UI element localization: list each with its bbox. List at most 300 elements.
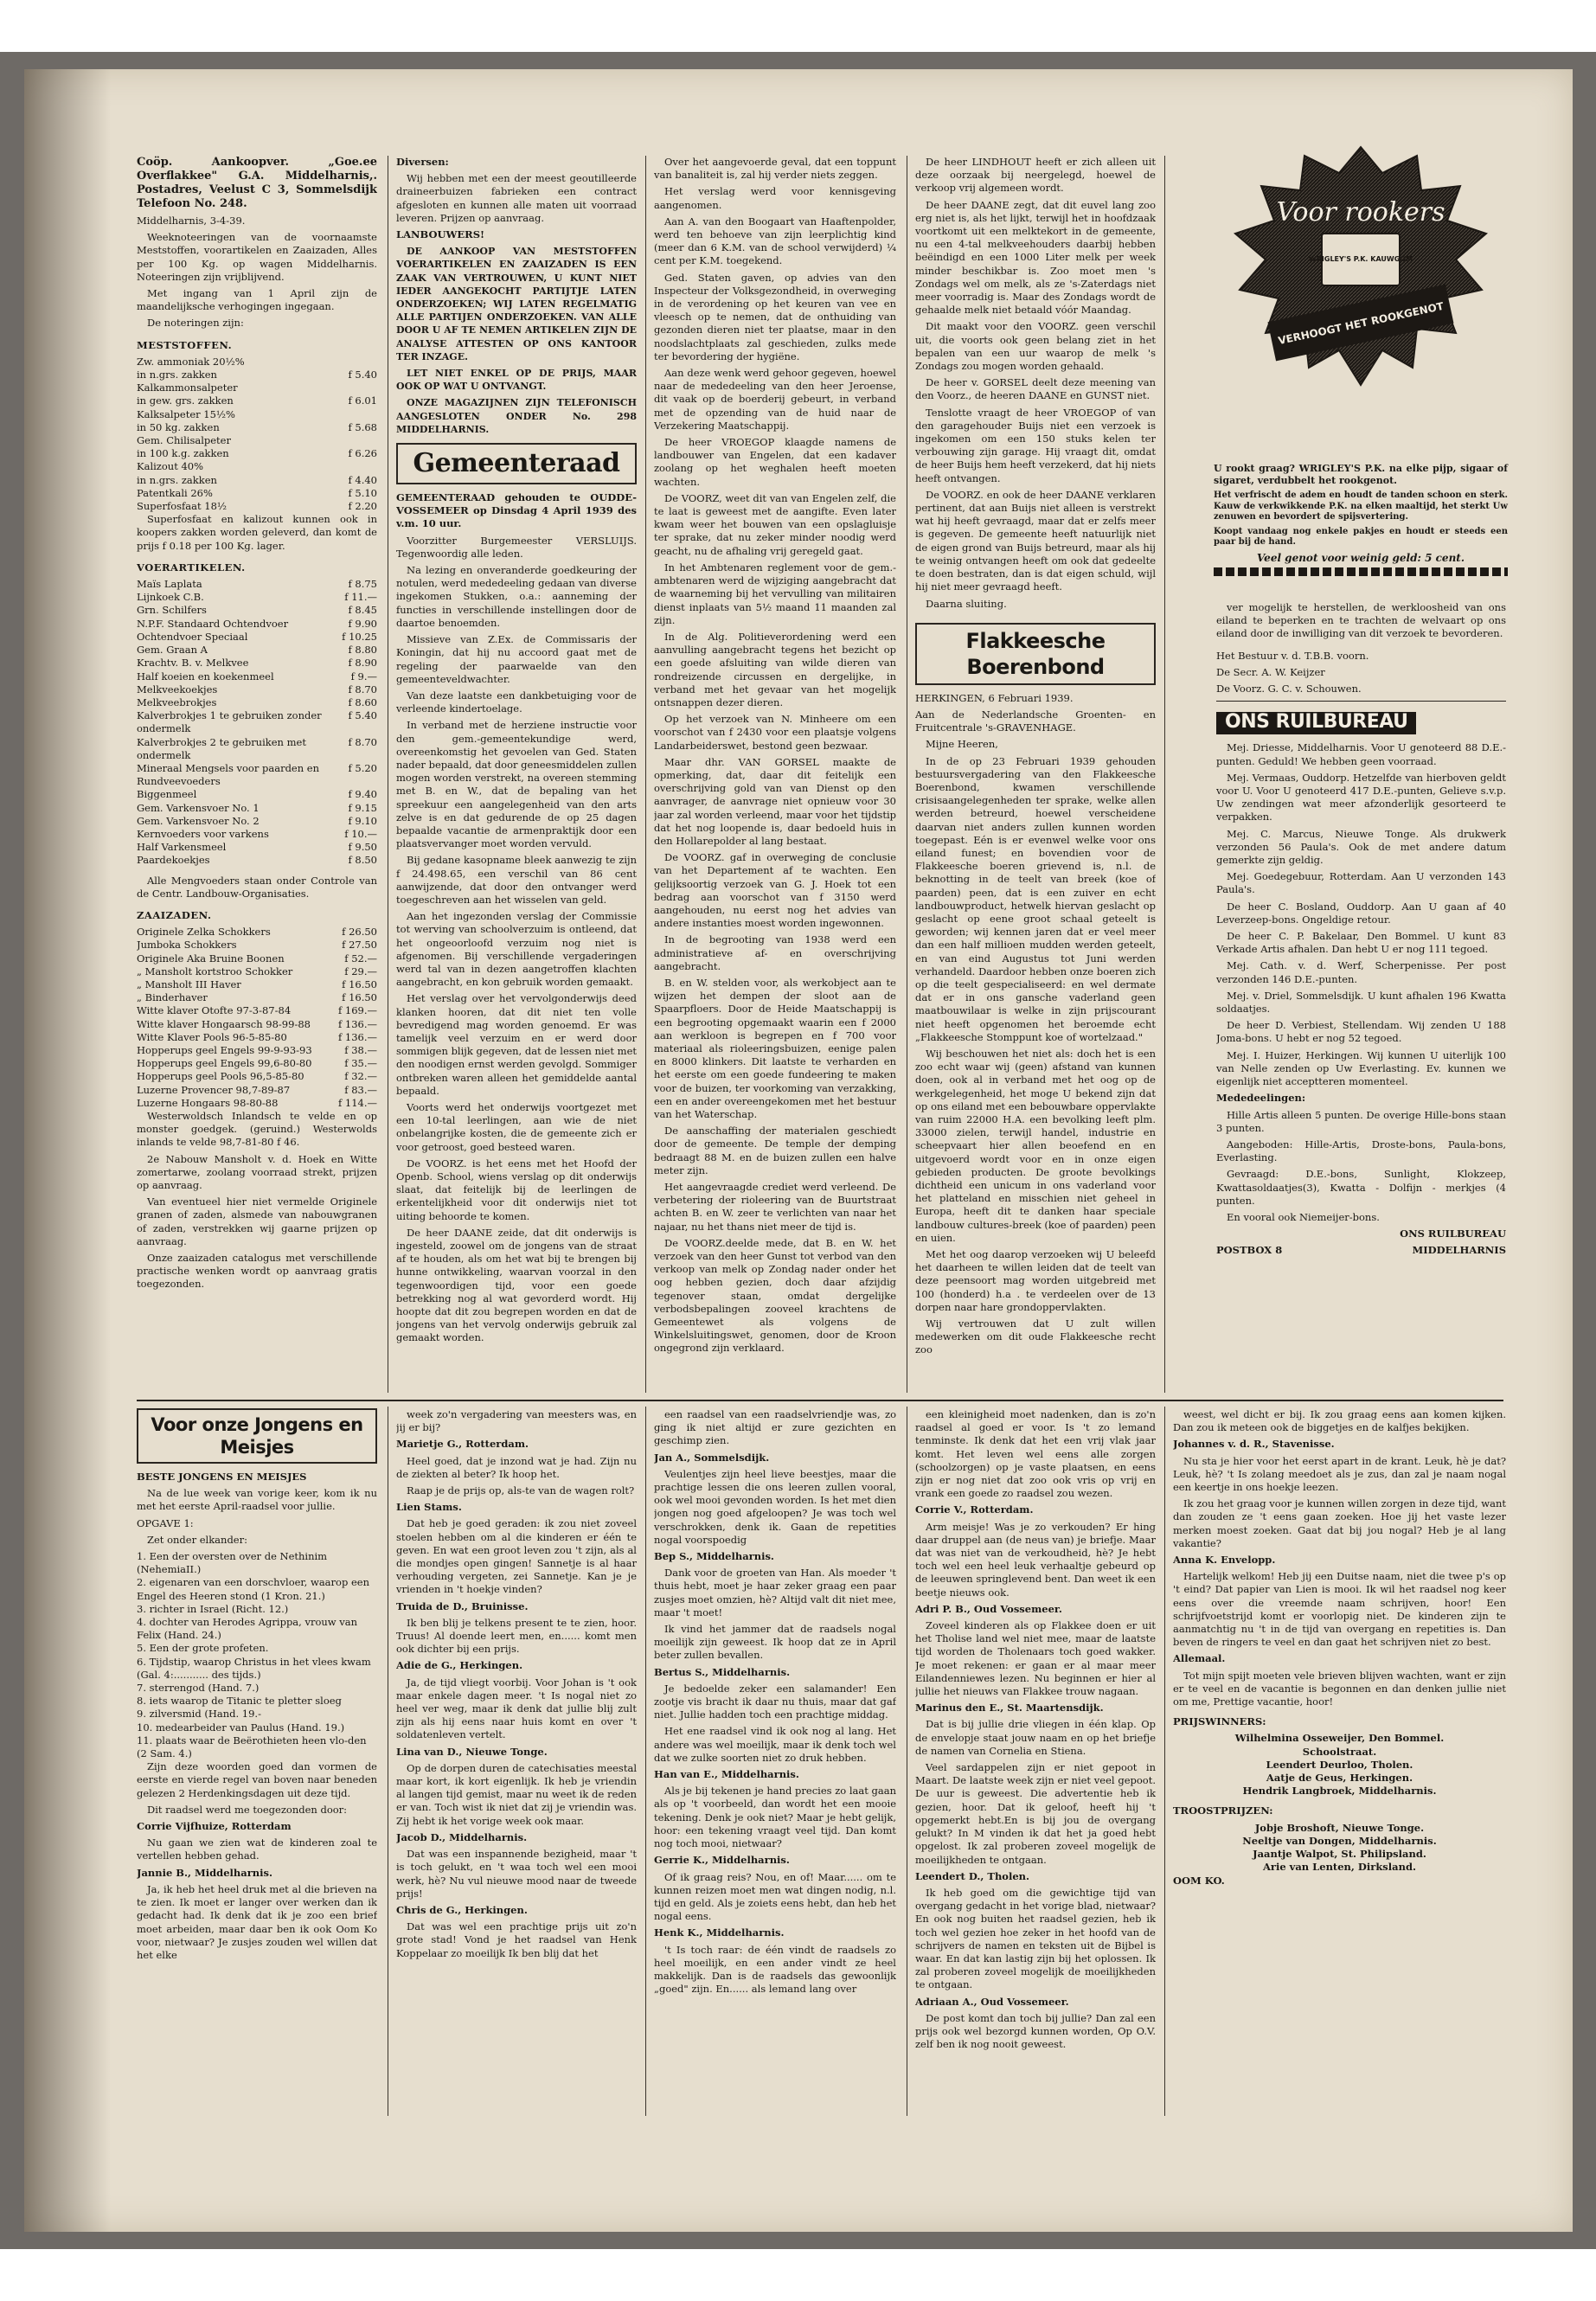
wrigleys-advertisement [1218,138,1503,450]
zaaizaden-title: ZAAIZADEN. [137,908,212,921]
b5-t1: Nu sta je hier voor het eerst apart in de krant. Leuk, hè je dat? Leuk, hè? 't Is zolang meedoet als je zus, dan zal je naam nogal een keertje in ons hoekje leezen. [1173,1454,1506,1494]
b5-t3: Tot mijn spijt moeten vele brieven blijven wachten, want er zijn er te veel en de vacantie is begonnen en dan denken jullie niet om me, Prettige vacantie, hoor! [1173,1669,1506,1708]
b2-t3: Ik ben blij je telkens present te te zien, hoor. Truus! Al doende leert men, en...... komt men ook dichter bij een prijs. [396,1616,637,1656]
gem-cont-p2: Het verslag werd voor kennisgeving aangenomen. [654,185,896,211]
gemeenteraad-p6: Bij gedane kasopname bleek aanwezig te zijn f 24.498.65, een verschil van 86 cent aanwijzende, dat door den ontvanger werd toegeschreven aan het wisselen van geld. [396,854,637,906]
coop-date: Middelharnis, 3-4-39. [137,215,246,227]
prijswinner: Hendrik Langbroek, Middelharnis. [1242,1785,1437,1798]
prijswinner: Aatje de Geus, Herkingen. [1266,1772,1413,1785]
voerartikel-price: f 8.45 [348,604,377,617]
b4-t5: De post komt dan toch bij jullie? Dan zal een prijs ook wel bezorgd kunnen worden, Op O.V. zelf ben ik nog nooit geweest. [915,2011,1156,2051]
gem-cont-p12: De VOORZ. gaf in overweging de conclusie van het Departement af te wachten. Een gelijksoortig verzoek van G. J. Hoek tot een bedrag aan voorschot van f 3150 werd aangehouden, nu eerst nog het advies van andere instanties moest worden ingewonnen. [654,851,896,930]
b2-h1: Marietje G., Rotterdam. [396,1438,529,1451]
meststof-row [137,500,377,513]
zaaizaad-name: Hopperups geel Pools 96,5-85-80 [137,1070,304,1083]
b4-t4: Ik heb goed om die gewichtige tijd van overgang gedacht in het vorige blad, nietwaar? En ook nog buiten het raadsel gezien, heb ik toch wel gezien hoe zeker in het hoofd van de schrijvers de namen en teksten uit de Bijbel is waar. En dat kan lastig zijn bij het oplossen. Ik zal proberen zoveel mogelijk de moeilijkheden te ontgaan. [915,1886,1156,1991]
boerenbond-headline: Flakkeesche Boerenbond [965,628,1106,679]
zaaizaad-row [137,939,377,952]
opgave-item: 10. medearbeider van Paulus (Hand. 19.) [137,1721,345,1734]
voerartikel-row [137,657,377,670]
caps-notice-2: LET NIET ENKEL OP DE PRIJS, MAAR OOK OP WAT U ONTVANGT. [396,368,637,393]
voerartikelen-list [137,578,377,867]
gem-cont-p9: In de Alg. Politieverordening werd een aanvulling aangebracht tegens het bezicht op een goede afsluiting van wilde dieren van rondreizende circussen en dergelijke, in verband met het gevaar van het mogelijk ontsnappen dezer dieren. [654,630,896,708]
diversen-title: Diversen: [396,156,449,168]
b4-t3b: Veel sardappelen zijn er niet gepoot in Maart. De laatste week zijn er niet veel gepoot. De uur is geweest. Die advertentie heb ik gezien, hoor. Dat ik geloof, heeft hij 't opgemerkt hebt.En is bij jou de overgang gelukt? In M vinden ik dat het ja goed hebt opgelost. Ik zal proberen zoveel mogelijk de moeilijkheden te ontgaan. [915,1761,1156,1866]
prijswinner: Wilhelmina Osseweijer, Den Bommel. [1234,1732,1445,1745]
ad-banner-text: VERHOOGT HET ROOKGENOT [1277,299,1445,348]
zaaizaad-name: Luzerne Provencer 98,7-89-87 [137,1083,291,1096]
b3-h6: Henk K., Middelharnis. [654,1926,785,1939]
meststof-row [137,421,377,434]
gemeenteraad-p11: De heer DAANE zeide, dat dit onderwijs is ingesteld, zoowel om de jongens van de straat af te houden, als om het wat bij te brengen bij hunne ontwikkeling, waarvan voorzal in den tegenwoordigen tijd, voor een goede betrekking nog al wat gevorderd wordt. Hij hoopte dat dit zou begrepen worden en dat de jongens van het vervolg onderwijs gebruik zal gemaakt worden. [396,1226,637,1344]
voerartikel-price: f 8.70 [348,735,377,748]
meststof-price: f 2.20 [348,500,377,513]
meststof-row [137,434,377,447]
gem-cont-p8: In het Ambtenaren reglement voor de gem.-ambtenaren werd de wijziging aangebracht dat de waarneming bij het vervulling van militairen dienst inplaats van 5½ maand 11 maanden zal zijn. [654,561,896,626]
coop-intro-3: De noteringen zijn: [147,317,244,330]
gem-cont-p13: In de begrooting van 1938 werd een administratieve af- en overschrijving aangebracht. [654,933,896,972]
voerartikel-name: Grn. Schilfers [137,604,207,617]
zaaizaad-name: Hopperups geel Engels 99,6-80-80 [137,1057,312,1070]
b3-h4: Han van E., Middelharnis. [654,1768,799,1781]
bottom-column-3 [654,1408,896,2118]
voerartikel-price: f 8.75 [348,578,377,591]
bestuur-signature-1: Het Bestuur v. d. T.B.B. voorn. [1216,649,1369,662]
zaaizaad-price: f 16.50 [342,977,377,990]
b2-t5: Op de dorpen duren de catechisaties meestal maar kort, ik kort eigenlijk. Ik heb je vriendin al langen tijd gemist, maar nu weet ik de reden er van. Toch wist ik niet dat zij je vriendin was. Zij hebt ik het vorige week ook maar. [396,1761,637,1827]
meststof-price: f 5.40 [348,369,377,381]
b2-t1: Heel goed, dat je inzond wat je had. Zijn nu de ziekten al beter? Ik hoop het. [396,1454,637,1480]
gem-end-p5: Tenslotte vraagt de heer VROEGOP of van den garagehouder Buijs niet een verzoek is ingekomen om een 150 stuks kelen ter verbouwing zijn garage. Hij vraagt dit, omdat de heer Buijs hem heeft verzekerd, dat hij niets heeft ontvangen. [915,406,1156,484]
voerartikel-row [137,854,377,867]
zaaizaad-price: f 27.50 [342,939,377,952]
ad-border-pattern [1214,567,1508,576]
meststof-row [137,381,377,394]
boerenbond-p1: In de op 23 Februari 1939 gehouden bestuursvergadering van den Flakkeesche Boerenbond, kwamen verschillende crisisaangelegenheden ter sprake, welke allen werden betreurd, hoewel verscheidene daarvan niet anders zullen kunnen worden toegepast. Eén is er evenwel welke voor ons eiland funest; en bovendien voor de Flakkeesche boeren grievend is, n.l. de beknotting in de teelt van breek (koe of paarden) peen, dat is een zuiver en echt landbouwproduct, hetwelk hiervan geslacht op geslacht op eene groot schaal geteelt is geworden; wij kennen jaren dat er veel meer dan een half millioen mudden werden geteelt, en van eind Augustus tot Juni werden verhandeld. Daardoor hebben onze boeren zich op die teelt gespecialiseerd: en wel dermate dat er in ons gansche vaderland geen maatbouwilaar is welke in zijn prijscourant niet heeft opgenomen het beroemde echt „Flakkeesche Stomppunt koe of wortelzaad." [915,754,1156,1043]
jm-p5: Ja, ik heb het heel druk met al die brieven na te zien. Ik moet er langer over werken dan ik gedacht had. Ik denk dat ik je zoo een brief moet arbeiden, maar daar ben ik ook Oom Ko voor, nietwaar? Je zusjes zouden wel willen dat het elke [137,1882,377,1961]
b4-t3: Dat is bij jullie drie vliegen in één klap. Op de envelopje staat jouw naam en op het briefje de namen van Cornelia en Stiena. [915,1718,1156,1757]
zaaizaad-row [137,1018,377,1031]
voerartikel-price: f 10.— [344,827,377,840]
gemeenteraad-p8: Het verslag over het vervolgonderwijs deed klanken hooren, dat dit niet ten volle bevredigend mag worden genoemd. Er was tamelijk veel verzuim en er werd door sommigen blijk gegeven, dat de lessen niet met den noodigen ernst werden gevolgd. Sommiger ontbreken waren alleen het gemiddelde aantal bepaald. [396,992,637,1097]
voerartikel-price: f 8.60 [348,695,377,708]
gemeenteraad-p7: Aan het ingezonden verslag der Commissie tot werving van schoolverzuim is ontleend, dat het ongeoorloofd verzuim nog niet is afgenomen. Bij verschillende vergaderingen werd tal van in dezen aangetroffen klachten aangebracht, en kon gebruik worden gemaakt. [396,910,637,989]
zaaizaad-name: „ Mansholt kortstroo Schokker [137,965,293,977]
voerartikel-name: Maïs Laplata [137,578,202,591]
meststof-row [137,394,377,407]
voerartikel-price: f 9.15 [348,801,377,814]
oom-ko-signature: OOM KO. [1173,1874,1225,1887]
b3-p0: een raadsel van een raadselvriendje was, zo ging ik niet altijd er zure gezichten en geschimp zien. [654,1408,896,1447]
voerartikel-price: f 11.— [344,591,377,604]
caps-notice: DE AANKOOP VAN MESTSTOFFEN VOERARTIKELEN EN ZAAIZADEN IS EEN ZAAK VAN VERTROUWEN, U KUNT NIET IEDER AANGEKOCHT PARTIJTJE LATEN ONDERZOEKEN; WIJ LATEN REGELMATIG ALLE PARTIJEN ONDERZOEKEN. VAN ALLE DOOR U AF TE NEMEN ARTIKELEN ZIJN DE ANALYSE ATTESTEN OP ONS KANTOOR TER INZAGE. [396,246,637,362]
b2-h7: Chris de G., Herkingen. [396,1903,528,1916]
meststof-row [137,356,377,369]
bottom-column-5 [1173,1408,1506,2118]
ruil-entry-9: De heer D. Verbiest, Stellendam. Wij zenden U 188 Joma-bons. U hebt er nog 52 tegoed. [1216,1019,1506,1045]
gemeenteraad-p2: Na lezing en onveranderde goedkeuring der notulen, werd mededeeling gedaan van diverse ingekomen Stukken, o.a.: aanneming der functies in verschillende instellingen door de daartoe benoemden. [396,564,637,629]
voerartikel-row [137,802,377,815]
meststof-name: Kalkammonsalpeter [137,381,238,394]
b4-h2: Adri P. B., Oud Vossemeer. [915,1602,1062,1615]
b2-t6: Dat was een inspannende bezigheid, maar 't is toch gelukt, en 't waa toch wel een mooi werk, hè? Nu vul nieuwe mood naar de tweede prijs! [396,1848,637,1900]
b3-t2: Dank voor de groeten van Han. Als moeder 't thuis hebt, moet je haar zeker graag een paar zusjes moet omzien, hè? Altijd valt dit niet mee, maar 't moet! [654,1567,896,1618]
meststof-name: in 50 kg. zakken [137,420,220,433]
voerartikel-row [137,736,377,762]
jongens-meisjes-headline-box [137,1408,377,1464]
zaaizaad-price: f 114.— [337,1096,377,1109]
voerartikel-name: N.P.F. Standaard Ochtendvoer [137,617,289,630]
section-divider [137,1400,1503,1401]
opgave-item: 11. plaats waar de Beërothieten heen vlo-den (2 Sam. 4.) [137,1734,367,1760]
gem-end-p6: De VOORZ. en ook de heer DAANE verklaren pertinent, dat aan Buijs niet alleen is verstrekt wat hij heeft gevraagd, maar dat er zelfs meer is gegeven. De gemeente heeft natuurlijk niet de eigen grond van Buijs betreurd, maar als hij te weinig ontvangen heeft om ook dat gedeelte te doen bestraten, dan is dat eigen schuld, wijl hij niet meer gevraagd heeft. [915,488,1156,593]
boerenbond-salute: Mijne Heeren, [926,738,998,751]
meststoffen-note: Superfosfaat en kalizout kunnen ook in koopers zakken worden geleverd, dan komt de prijs f 0.18 per 100 Kg. lager. [137,513,377,552]
ruil-entry-14: Gevraagd: D.E.-bons, Sunlight, Klokzeep, Kwattasoldaatjes(3), Kwatta - Dolfijn - merkjes (4 punten. [1216,1168,1506,1207]
voerartikel-name: Biggenmeel [137,788,197,801]
ruil-entry-6: De heer C. P. Bakelaar, Den Bommel. U kunt 83 Verkade Artis afhalen. Dan hebt U er nog 111 tegoed. [1216,930,1506,956]
ad-headline: Voor rookers [1276,197,1445,228]
gemeenteraad-p3: Missieve van Z.Ex. de Commissaris der Koningin, dat hij nu accoord gaat met de regeling der paarwaelde van den gemeenteveldwachter. [396,633,637,685]
opgave-item: 2. eigenaren van een dorschvloer, waarop een Engel des Heeren stond (1 Kron. 21.) [137,1576,369,1602]
prijswinners-title: PRIJSWINNERS: [1173,1715,1266,1728]
gemeenteraad-subtitle: GEMEENTERAAD gehouden te OUDDE-VOSSEMEER op Dinsdag 4 April 1939 des v.m. 10 uur. [396,491,637,530]
voerartikel-row [137,696,377,709]
voerartikel-name: Melkveebrokjes [137,695,217,708]
troostprijs-winner: Jaantje Walpot, St. Philipsland. [1253,1848,1426,1861]
gem-end-p7: Daarna sluiting. [926,597,1007,610]
voerartikelen-note: Alle Mengvoeders staan onder Controle van de Centr. Landbouw-Organisaties. [137,874,377,900]
voerartikel-row [137,618,377,631]
wrigleys-ad-graphic [1218,138,1503,450]
jm-subtitle: BESTE JONGENS EN MEISJES [137,1471,307,1483]
ruil-mededelingen: Mededeelingen: [1216,1092,1306,1105]
meststof-row [137,447,377,460]
opgave-item: 5. Een der grote profeten. [137,1642,269,1655]
b3-h1: Jan A., Sommelsdijk. [654,1451,770,1464]
voerartikel-row [137,828,377,841]
meststof-name: Kalksalpeter 15½% [137,407,235,420]
voerartikel-row [137,683,377,696]
b4-p0: een kleinigheid moet nadenken, dan is zo'n raadsel al goed er voor. Is 't zo lemand tenminste. Ik denk dat het een vrij vlak jaar komt. Het leven wel eens alle zorgen (schoolzorgen) op je vaste plaatsen, en eens zijn er nog niet dat zoo ook vris op vrij en vrank een goede zo raadsel zou wezen. [915,1408,1156,1500]
divider [1216,701,1506,702]
b3-t4: Als je bij tekenen je hand precies zo laat gaan als op 't voorbeeld, dan wordt het een mooie tekening. Denk je ook niet? Maar je hebt gelijk, hoor: een tekening vraagt veel tijd. Dan komt nog toch mooi, nietwaar? [654,1785,896,1850]
voerartikel-price: f 9.40 [348,788,377,801]
zaaizaad-row [137,1031,377,1044]
gem-cont-p5: Aan deze wenk werd gehoor gegeven, hoewel naar de mededeeling van den heer Jeroense, dit vaak op de boerderij gebeurt, in verband met de opzending van de huid naar de Verzekering Maatschappij. [654,367,896,432]
b2-t2: Dat heb je goed geraden: ik zou niet zoveel stoelen hebben om al die kinderen er één te geven. En wat een groot leven zou 't zijn, als al die mondjes open gingen! Sannetje is al haar verhouding vergeten, zei Sannetje. Kan je je vrienden in 't hoekje vinden? [396,1517,637,1596]
jm-p3b: Corrie Vijfhuize, Rotterdam [137,1820,292,1833]
jm-p5-heading: Jannie B., Middelharnis. [137,1866,272,1879]
zaaizaad-row [137,1084,377,1097]
gemeenteraad-p10: De VOORZ. is het eens met het Hoofd der Openb. School, wiens verslag op dit onderwijs slaat, dat feitelijk bij de leerlingen de erkentelijkheid voor dit onderwijs niet tot uiting behoorde te komen. [396,1157,637,1222]
gem-cont-p17: De VOORZ.deelde mede, dat B. en W. het verzoek van den heer Gunst tot verbod van den verkoop van melk op Zondag nader onder het oog hebben gezien, doch daar afzijdig tegenover staan, omdat dergelijke verbodsbepalingen zooveel krachtens de Gemeentewet als volgens de Winkelsluitingswet, genomen, door de Kroon ongegrond zijn verklaard. [654,1236,896,1355]
b5-h2: Anna K. Envelopp. [1173,1554,1276,1567]
b3-h5: Gerrie K., Middelharnis. [654,1854,790,1867]
meststof-price: f 5.68 [348,420,377,433]
wrigleys-ad-copy [1214,463,1508,576]
voerartikel-row [137,709,377,735]
gem-end-p1: De heer LINDHOUT heeft er zich alleen uit deze oorzaak bij neergelegd, hoewel de verkoop vrij algemeen wordt. [915,156,1156,195]
voerartikel-price: f 9.10 [348,814,377,827]
opgave-item: 7. sterrengod (Hand. 7.) [137,1682,260,1695]
b3-t3b: Het ene raadsel vind ik ook nog al lang. Het andere was wel moeilijk, maar ik denk toch wel dat we zulke soorten niet zo druk hebben. [654,1725,896,1764]
zaaizaad-price: f 136.— [337,1017,377,1030]
zaaizaad-row [137,1044,377,1057]
voerartikelen-title: VOERARTIKELEN. [137,561,246,574]
gemeenteraad-p5: In verband met de herziene instructie voor den gem.-gemeentekundige werd, overeenkomstig het gevoelen van Ged. Staten nader bepaald, dat door geneesmiddelen zullen mogen worden verstrekt, na overeen stemming met B. en W., dat de bepaling van het spreekuur een aangelegenheid van den arts zelve is en dat gedurende de op 25 dagen bepaalde vacantie de armenpraktijk door een plaatsvervanger moet worden vervuld. [396,719,637,850]
jm-p4: Nu gaan we zien wat de kinderen zoal te vertellen hebben gehad. [137,1836,377,1862]
fold-shadow [24,69,111,2232]
voerartikel-price: f 8.90 [348,657,377,670]
troostprijs-winner: Jobje Broshoft, Nieuwe Tonge. [1254,1821,1425,1834]
opgave-item: 4. dochter van Herodes Agrippa, vrouw van Felix (Hand. 24.) [137,1616,358,1642]
b2-h2: Lien Stams. [396,1501,462,1514]
b3-t3: Je bedoelde zeker een salamander! Een zootje vis bracht ik daar nu thuis, maar dat gaf niet. Jullie hadden toch een prachtige middag. [654,1682,896,1721]
prijswinner: Schoolstraat. [1302,1745,1377,1758]
newspaper-page [24,69,1573,2232]
voerartikel-price: f 8.50 [348,854,377,867]
b4-h4: Leendert D., Tholen. [915,1869,1030,1882]
jm-p2: Zijn deze woorden goed dan vormen de eerste en vierde regel van boven naar beneden gelezen 2 Herdenkingsdagen uit deze tijd. [137,1760,377,1799]
ruil-place: MIDDELHARNIS [1412,1244,1506,1257]
zaaizaden-note-3: Van eventueel hier niet vermelde Originele granen of zaden, alsmede van nabouwgranen of zaden, verstrekken wij gaarne prijzen op aanvraag. [137,1195,377,1247]
ruil-entry-8: Mej. v. Driel, Sommelsdijk. U kunt afhalen 196 Kwatta soldaatjes. [1216,989,1506,1016]
diversen-text: Wij hebben met een der meest geoutilleerde draineerbuizen fabrieken een contract afgesloten en kunnen alle maten uit voorraad leveren. Prijzen op aanvraag. [396,172,637,224]
boerenbond-p3: Met het oog daarop verzoeken wij U beleefd het daarheen te willen leiden dat de teelt van deze peensoort mag worden uitgebreid met 100 (honderd) h.a . te verdeelen over de 13 dorpen naar hare grondoppervlakten. [915,1248,1156,1313]
boerenbond-close: ver mogelijk te herstellen, de werkloosheid van ons eiland te beperken en te trachten de welvaart op ons eiland door de inwilliging van dit verzoek te bevorderen. [1216,601,1506,640]
boerenbond-address: Aan de Nederlandsche Groenten- en Fruitcentrale 's-GRAVENHAGE. [915,708,1156,734]
troostprijzen-list [1173,1822,1506,1875]
b2-t1b: Raap je de prijs op, als-te van de wagen rolt? [407,1484,635,1497]
jm-p3: Dit raadsel werd me toegezonden door: [147,1803,348,1816]
zaaizaad-name: „ Binderhaver [137,991,208,1004]
ruil-entry-13: Aangeboden: Hille-Artis, Droste-bons, Paula-bons, Everlasting. [1216,1138,1506,1164]
voerartikel-name: Kernvoeders voor varkens [137,827,269,840]
opgave-item: 3. richter in Israel (Richt. 12.) [137,1602,289,1615]
voerartikel-price: f 5.20 [348,761,377,774]
voerartikel-name: Mineraal Mengsels voor paarden en Rundveevoeders [137,761,320,788]
zaaizaad-name: „ Mansholt III Haver [137,977,241,990]
b5-h3: Allemaal. [1173,1652,1226,1665]
coop-intro: Weeknoteeringen van de voornaamste Meststoffen, voorartikelen en Zaaizaden, Alles per 100 Kg. op wagen Middelharnis. Noteeringen zijn vrijblijvend. [137,231,377,283]
b5-t1b: Ik zou het graag voor je kunnen willen zorgen in deze tijd, want dan zouden ze 't eens gaan zoeken. Hoe jij het vaste lezer merken moest zoeken. Gaat dat bij jou nogal? Heb je al lang vakantie? [1173,1497,1506,1549]
voerartikel-row [137,604,377,617]
meststof-name: Kalizout 40% [137,460,204,473]
zaaizaad-row [137,1097,377,1110]
zaaizaad-price: f 52.— [344,952,377,965]
troostprijzen-title: TROOSTPRIJZEN: [1173,1804,1273,1817]
b2-h4: Adie de G., Herkingen. [396,1659,523,1672]
zaaizaad-row [137,991,377,1004]
b5-h1: Johannes v. d. R., Stavenisse. [1173,1438,1335,1451]
ruil-postbox: POSTBOX 8 [1216,1244,1283,1257]
voerartikel-name: Half Varkensmeel [137,841,227,854]
b2-t7: Dat was wel een prachtige prijs uit zo'n grote stad! Vond je het raadsel van Henk Koppelaar zo moeilijk Ik ben blij dat het [396,1920,637,1959]
zaaizaad-row [137,1057,377,1070]
gem-end-p2: De heer DAANE zegt, dat dit euvel lang zoo erg niet is, als het lijkt, terwijl het in hoofdzaak voortkomt uit een melktekort in de gemeente, nu een 4-tal melkveehouders daarbij hebben beëindigd en een 1000 Liter melk per week minder beschikbar is. Zoo moet men 's Zondags wel om melk, als ze 's-Zaterdags niet meer voorradig is. Maar des Zondags wordt de gehaalde melk niet betaald vóór Maandag. [915,198,1156,317]
voerartikel-name: Krachtv. B. v. Melkvee [137,657,249,670]
prijswinners-list [1173,1732,1506,1798]
gemeenteraad-headline-box [396,443,637,484]
b2-h5: Lina van D., Nieuwe Tonge. [396,1745,548,1758]
zaaizaad-row [137,926,377,939]
gem-cont-p3: Aan A. van den Boogaart van Haaftenpolder, werd ten behoeve van zijn leerplichtig kind (meer dan 6 K.M. van de school verwijderd) ¼ cent per K.M. toegekend. [654,215,896,267]
voerartikel-name: Ochtendvoer Speciaal [137,630,248,643]
jm-opgave: OPGAVE 1: [137,1516,194,1529]
meststoffen-title: MESTSTOFFEN. [137,338,233,351]
ruil-footer-name: ONS RUILBUREAU [1400,1227,1506,1240]
zaaizaad-row [137,952,377,965]
ad-text-1: U rookt graag? WRIGLEY'S P.K. na elke pijp, sigaar of sigaret, verdubbelt het rookgenot. [1214,463,1508,486]
voerartikel-row [137,762,377,788]
meststof-name: Superfosfaat 18½ [137,500,228,513]
meststof-row [137,487,377,500]
ruil-entry-7: Mej. Cath. v. d. Werf, Scherpenisse. Per post verzonden 146 D.E.-punten. [1216,959,1506,985]
b3-t5: Of ik graag reis? Nou, en of! Maar...... om te kunnen reizen moet men wat dingen nodig, n.l. tijd en geld. Als je zoiets eens hebt, dan heb het nogal eens. [654,1870,896,1923]
column-rule [645,156,646,1393]
gemeenteraad-p9: Voorts werd het onderwijs voortgezet met een 10-tal leerlingen, aan wie de niet onbelangrijke kosten, die de gemeente zich er voor getroost, goed besteed waren. [396,1101,637,1153]
gem-cont-p6: De heer VROEGOP klaagde namens de landbouwer van Engelen, dat een kadaver zoolang op het weghalen heeft moeten wachten. [654,436,896,488]
jongens-meisjes-headline: Voor onze Jongens en Meisjes [151,1414,363,1458]
column-5 [1216,601,1506,1393]
opgave-item: 9. zilversmid (Hand. 19.- [137,1708,261,1721]
voerartikel-row [137,591,377,604]
b4-t1: Arm meisje! Was je zo verkouden? Er hing daar druppel aan (de neus van) je briefje. Maar dat was niet van de verkoudheid, hè? Je hebt toch wel een heel leuk verhaaltje gebeurd op de leeuwen springlevend bent. Dan weet ik een beetje nieuws ook. [915,1520,1156,1599]
voerartikel-name: Paardekoekjes [137,854,210,867]
meststof-name: in n.grs. zakken [137,369,217,381]
voerartikel-name: Half koeien en koekenmeel [137,670,274,683]
b3-h2: Bep S., Middelharnis. [654,1550,774,1563]
voerartikel-row [137,788,377,801]
troostprijs-winner: Arie van Lenten, Dirksland. [1263,1861,1416,1874]
zaaizaad-price: f 136.— [337,1030,377,1043]
column-2 [396,156,637,1393]
bestuur-signature-2: De Secr. A. W. Keijzer [1216,665,1325,678]
voerartikel-row [137,815,377,828]
meststof-name: in gew. grs. zakken [137,394,234,407]
gem-end-p4: De heer v. GORSEL deelt deze meening van den Voorz., de heeren DAANE en GUNST niet. [915,376,1156,402]
b3-h3: Bertus S., Middelharnis. [654,1665,791,1678]
coop-intro-2: Met ingang van 1 April zijn de maandelijksche verhogingen ingegaan. [137,287,377,313]
opgave-item: 8. iets waarop de Titanic te pletter sloeg [137,1695,342,1708]
boerenbond-date: HERKINGEN, 6 Februari 1939. [915,691,1074,704]
zaaizaden-note-2: 2e Nabouw Mansholt v. d. Hoek en Witte zomertarwe, zoolang voorraad strekt, prijzen op aanvraag. [137,1152,377,1192]
zaaizaad-name: Hopperups geel Engels 99-9-93-93 [137,1043,312,1056]
zaaizaad-name: Witte klaver Otofte 97-3-87-84 [137,1004,292,1017]
gem-cont-p4: Ged. Staten gaven, op advies van den Inspecteur der Volksgezondheid, in overweging in de verordening op het keuren van vee en vleesch op te nemen, dat de onthuiding van gezonden dieren niet ter plaatse, maar in den noodslachtplaats zal geschieden, zulks mede ter bevordering der hygiëne. [654,271,896,362]
ruilbureau-title-box [1216,712,1416,734]
meststof-name: Zw. ammoniak 20½% [137,355,245,368]
voerartikel-row [137,841,377,854]
ad-text-4: Veel genot voor weinig geld: 5 cent. [1256,551,1465,564]
column-1 [137,156,377,1393]
voerartikel-row [137,644,377,657]
voerartikel-name: Kalverbrokjes 1 te gebruiken zonder ondermelk [137,709,322,735]
zaaizaad-row [137,965,377,978]
zaaizaad-row [137,1070,377,1083]
ruil-entry-12: Hille Artis alleen 5 punten. De overige Hille-bons staan 3 punten. [1216,1108,1506,1134]
gem-cont-p1: Over het aangevoerde geval, dat een toppunt van banaliteit is, zal hij verder niets zeggen. [654,156,896,182]
meststof-row [137,474,377,487]
zaaizaad-name: Jumboka Schokkers [137,939,237,952]
zaaizaden-list [137,926,377,1110]
ruil-entry-4: Mej. Goedegebuur, Rotterdam. Aan U verzonden 143 Paula's. [1216,870,1506,896]
meststof-price: f 6.01 [348,394,377,407]
zaaizaad-price: f 35.— [344,1057,377,1070]
ruil-entry-10: Mej. I. Huizer, Herkingen. Wij kunnen U uiterlijk 100 van Nelle zenden op Uw Everlasting. Ev. kunnen we eigenlijk niet acceptteren momenteel. [1216,1048,1506,1088]
b3-t1: Veulentjes zijn heel lieve beestjes, maar die prachtige lessen die ons leeren zullen vooral, ook wel mooi gevonden worden. Is het met dien jongen nog goed afgeloopen? Je was toch wel verschrokken, denk ik. Gaan de repetities nogal voorspoedig [654,1467,896,1546]
gemeenteraad-headline: Gemeenteraad [413,448,620,479]
opgave-list [137,1550,377,1760]
zaaizaad-price: f 29.— [344,965,377,977]
coop-header: Coöp. Aankoopver. „Goe.ee Overflakkee" G.A. Middelharnis,. Postadres, Veelust C 3, Sommelsdijk Telefoon No. 248. [137,156,377,210]
voerartikel-name: Kalverbrokjes 2 te gebruiken met ondermelk [137,735,306,761]
zaaizaad-row [137,978,377,991]
bottom-column-2 [396,1408,637,2118]
zaaizaad-price: f 169.— [337,1004,377,1017]
ruil-entry-2: Mej. Vermaas, Ouddorp. Hetzelfde van hierboven geldt voor U. Voor U genoteerd 417 D.E.-punten, Gelieve s.v.p. Uw zendingen wat meer afzonderlijk gesorteerd te verpakken. [1216,771,1506,824]
voerartikel-price: f 9.50 [348,841,377,854]
meststof-price: f 4.40 [348,473,377,486]
voerartikel-name: Melkveekoekjes [137,683,218,695]
ruil-footer-address [1216,1244,1506,1257]
zaaizaad-name: Originele Aka Bruine Boonen [137,952,285,965]
zaaizaad-price: f 16.50 [342,991,377,1004]
gem-cont-p7: De VOORZ, weet dit van van Engelen zelf, die te laat is geweest met de aangifte. Even later kwam weer het bouwen van een opslagluisje ter sprake, dat nu zeker minder noodig werd geacht, nu de afhaling vrij geregeld gaat. [654,491,896,557]
voerartikel-price: f 5.40 [348,709,377,722]
meststof-name: in 100 k.g. zakken [137,447,229,460]
gemeenteraad-p4: Van deze laatste een dankbetuiging voor de verleende kindertoelage. [396,689,637,715]
bottom-column-4 [915,1408,1156,2118]
gem-cont-p16: Het aangevraagde crediet werd verleend. De verbetering der rioleering van de Buurtstraat achten B. en W. zeer te verlichten van naar het najaar, nu het thans niet meer de tijd is. [654,1181,896,1233]
gem-cont-p15: De aanschaffing der materialen geschiedt door de gemeente. De temple der demping bedraagt 88 M. en de buizen zullen een halve meter zijn. [654,1125,896,1176]
voerartikel-price: f 9.90 [348,617,377,630]
b3-t2b: Ik vind het jammer dat de raadsels nogal moeilijk zijn geweest. Ik hoop dat ze in April beter zullen bevallen. [654,1623,896,1662]
bestuur-signature-3: De Voorz. G. C. v. Schouwen. [1216,683,1362,695]
zaaizaad-name: Witte Klaver Pools 96-5-85-80 [137,1030,287,1043]
jm-p1: Na de lue week van vorige keer, kom ik nu met het eerste April-raadsel voor jullie. [137,1487,377,1513]
b5-t2: Hartelijk welkom! Heb jij een Duitse naam, niet die twee p's op 't eind? Dat papier van Lien is mooi. Ik wil het raadsel nog keer eens over die vreemde naam schrijven, hoor! Een schrijfvoetstrijd komt er voorlopig niet. De kinderen zijn te aanmatchtig nu 't in de tijd van overgang en repetities is. Dan beven de ringers te veel en dan gaat het schrijven niet zo best. [1173,1570,1506,1649]
voerartikel-row [137,631,377,644]
column-rule [1164,1407,1165,2116]
boerenbond-p4: Wij vertrouwen dat U zult willen medewerken om dit oude Flakkeesche recht zoo [915,1317,1156,1356]
column-rule [645,1407,646,2116]
meststoffen-list [137,356,377,513]
column-rule [1164,156,1165,1393]
ad-package-label: WRIGLEY'S P.K. KAUWGOM [1308,255,1413,263]
meststof-name: in n.grs. zakken [137,473,217,486]
caps-notice-3: ONZE MAGAZIJNEN ZIJN TELEFONISCH AANGESLOTEN ONDER No. 298 MIDDELHARNIS. [396,397,637,435]
zaaizaden-note-1: Westerwoldsch Inlandsch te velde en op monster goedgek. (geruind.) Westerwolds inlands te velde 98,7-81-80 f 46. [137,1110,377,1149]
zaaizaad-price: f 83.— [344,1083,377,1096]
voerartikel-price: f 9.— [350,670,377,683]
gem-cont-p14: B. en W. stelden voor, als werkobject aan te wijzen het dempen der sloot aan de Spaarpfloers. Door de Heide Maatschappij is een begrooting opgemaakt waarin een f 2000 aan werkloon is begrepen en f 700 voor materiaal als rioleeringsbuizen, eenige palen en 8000 klinkers. Dit laatste te verharden en het eerste om een goede fundeering te maken voor de buizen, ter voorkoming van verzakking, een en ander overeengekomen met het bestuur van het Waterschap. [654,976,896,1121]
b4-h3: Marinus den E., St. Maartensdijk. [915,1702,1104,1715]
zaaizaad-price: f 26.50 [342,926,377,939]
voerartikel-price: f 8.80 [348,644,377,657]
boerenbond-headline-box [915,623,1156,685]
jm-zet: Zet onder elkander: [147,1533,247,1546]
b3-t6: 't Is toch raar: de één vindt de raadsels zo heel moeilijk, en een ander vindt ze heel makkelijk. Dan is de raadsels das gewoonlijk „goed" zijn. En...... als lemand lang over [654,1943,896,1996]
ruil-entry-15: En vooral ook Niemeijer-bons. [1227,1210,1380,1223]
prijswinner: Leendert Deurloo, Tholen. [1266,1758,1413,1771]
zaaizaden-note-4: Onze zaaizaden catalogus met verschillende practische wenken wordt op aanvraag gratis toegezonden. [137,1252,377,1291]
b2-h3: Truida de D., Bruinisse. [396,1599,529,1612]
voerartikel-row [137,578,377,591]
b5-p0: weest, wel dicht er bij. Ik zou graag eens aan komen kijken. Dan zou ik meteen ook de biggetjes en de kalfjes bekijken. [1173,1408,1506,1434]
meststof-price: f 6.26 [348,447,377,460]
